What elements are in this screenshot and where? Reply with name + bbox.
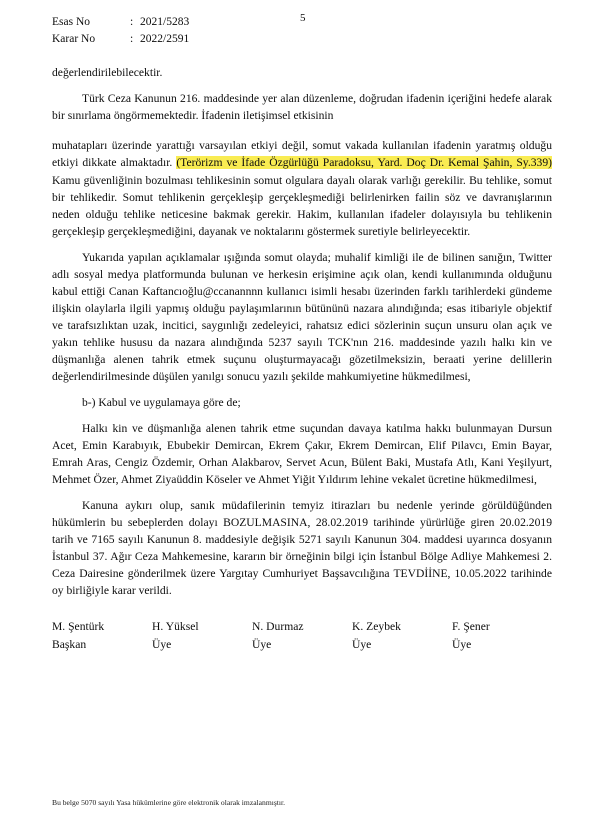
- esas-no-value: 2021/5283: [140, 16, 190, 28]
- paragraph-4: Yukarıda yapılan açıklamalar ışığında somut olayda; muhalif kimliği ile de bilinen sanığın, Twitter adlı sosyal medya platformunda bulunan ve herkesin erişimine açık olan, kendi kullanımında olduğunu kabul ettiği Canan Kaftancıoğlu@ccanannnn kullanıcı isimli hesabı üzerinden farklı tarihlerdeki gündeme ilişkin olaylarla ilgili yapmış olduğu paylaşımlarının bütününü nazara alındığında; esas itibariyle objektif ve tarafsızlıktan uzak, incitici, saygınlığı zedeleyici, rahatsız edici sözlerinin suçun unsuru olan açık ve yakın tehlike hususu da nazara alındığında 5237 sayılı TCK'nın 216. maddesinde yazılı halkı kin ve düşmanlığa alenen tahrik etmek suçunu oluşturmayacağı gözetilmeksizin, beraati yerine delillerin değerlendirilmesinde düşülen yanılgı sonucu yazılı şekilde mahkumiyetine hükmedilmesi,: [52, 250, 552, 383]
- signature-name: M. Şentürk: [52, 620, 105, 634]
- case-header-row-esas: [52, 14, 552, 31]
- signature-title: Başkan: [52, 637, 87, 651]
- signature-name: F. Şener: [452, 620, 490, 634]
- paragraph-2: Türk Ceza Kanunun 216. maddesinde yer alan düzenleme, doğrudan ifadenin içeriğini hedefe alarak bir sınırlama öngörmemektedir. İfadenin iletişimsel etkisinin: [52, 92, 552, 123]
- paragraph-3-tail: Kamu güvenliğinin bozulması tehlikesinin somut olgulara dayalı olarak varlığı gerekilir. Bu tehlike, somut bir tehlikedir. Somut tehlikenin gerçekleşip gerçekleşmediği belirlenirken failin söz ve davranışlarının neden olduğu tehlike neticesine bakmak gerekir. Hakim, kullanılan ifadeler dolayısıyla bu tehlikenin gerçekleşip gerçekleşmediğini, dayanak ve noktalarını göstermek suretiyle belirleyecektir.: [52, 173, 552, 238]
- signature-block: [52, 618, 552, 653]
- karar-no-label: Karar No: [52, 32, 96, 45]
- signature-column: [452, 618, 552, 653]
- highlighted-citation: (Terörizm ve İfade Özgürlüğü Paradoksu, Yard. Doç Dr. Kemal Şahin, Sy.339): [176, 156, 552, 170]
- karar-no-colon: :: [130, 32, 134, 45]
- karar-no-value: 2022/2591: [140, 32, 190, 45]
- paragraph-5-subheading: b-) Kabul ve uygulamaya göre de;: [82, 395, 241, 409]
- signature-name: K. Zeybek: [352, 620, 401, 634]
- signature-column: [152, 618, 252, 653]
- paragraph-7: Kanuna aykırı olup, sanık müdafilerinin temyiz itirazları bu nedenle yerinde görüldüğünden hükümlerin bu sebeplerden dolayı BOZULMASINA, 28.02.2019 tarihinde yürürlüğe giren 20.02.2019 tarih ve 7165 sayılı Kanunun 8. maddesiyle değişik 5271 sayılı Kanunun 304. maddesi uyarınca dosyanın İstanbul 37. Ağır Ceza Mahkemesine, kararın bir örneğinin bilgi için İstanbul Bölge Adliye Mahkemesi 2. Ceza Dairesine gönderilmek üzere Yargıtay Cumhuriyet Başsavcılığına TEVDİİNE, 10.05.2022 tarihinde oy birliğiyle karar verildi.: [52, 499, 552, 598]
- signature-name: H. Yüksel: [152, 620, 199, 634]
- footer-note: Bu belge 5070 sayılı Yasa hükümlerine göre elektronik olarak imzalanmıştır.: [52, 798, 286, 807]
- paragraph-3: [52, 137, 552, 239]
- signature-name: N. Durmaz: [252, 620, 304, 634]
- signature-title: Üye: [152, 637, 172, 651]
- esas-no-label: Esas No: [52, 16, 91, 28]
- signature-column: [52, 618, 152, 653]
- paragraph-3-lead: muhatapları üzerinde yarattığı varsayılan etkiyi değil, somut vakada kullanılan ifadenin yaratmış olduğu etkiyi dikkate almaktadır.: [52, 139, 552, 170]
- signature-column: [352, 618, 452, 653]
- paragraph-1: değerlendirilebilecektir.: [52, 66, 163, 80]
- esas-no-colon: :: [130, 16, 134, 28]
- paragraph-6: Halkı kin ve düşmanlığa alenen tahrik etme suçundan davaya katılma hakkı bulunmayan Dursun Acet, Emin Karabıyık, Ebubekir Demircan, Ekrem Çakır, Ekrem Demircan, Elif Pilavcı, Emin Bayar, Emrah Aras, Cengiz Özdemir, Orhan Alakbarov, Servet Acun, Bülent Baki, Mustafa Atlı, Kani Yeşilyurt, Mehmet Özer, Ahmet Ziyaüddin Köseler ve Ahmet Yiğit Yıldırım lehine vekalet ücretine hükmedilmesi,: [52, 421, 552, 486]
- document-content: [52, 14, 552, 653]
- signature-title: Üye: [352, 637, 372, 651]
- signature-column: [252, 618, 352, 653]
- case-header-row-karar: [52, 31, 552, 48]
- signature-title: Üye: [252, 637, 272, 651]
- signature-title: Üye: [452, 637, 472, 651]
- page-number: 5: [300, 12, 306, 24]
- case-header: [52, 14, 552, 47]
